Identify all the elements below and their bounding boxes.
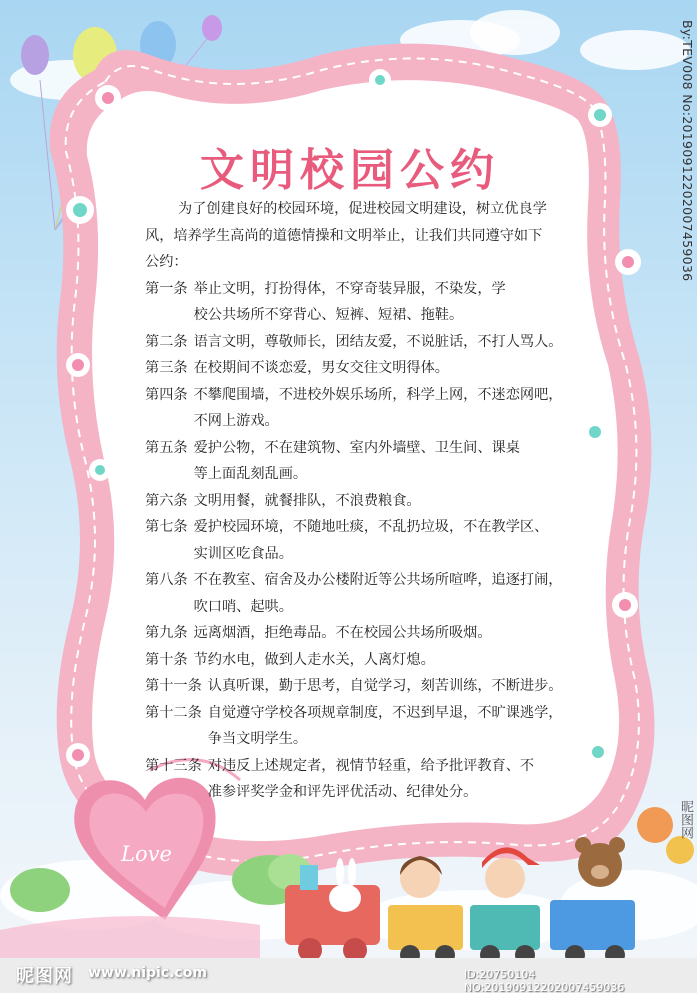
rule-number: 第四条 (145, 386, 188, 403)
intro-line: 风，培养学生高尚的道德情操和文明举止，让我们共同遵守如下 (145, 227, 543, 244)
rule-text (194, 488, 585, 515)
rule-text (194, 647, 585, 674)
rule-item (145, 355, 585, 382)
intro-line: 为了创建良好的校园环境，促进校园文明建设，树立优良学 (178, 201, 547, 217)
rule-line: 爱护校园环境，不随地吐痰，不乱扔垃圾，不在教学区、 (193, 519, 549, 535)
rule-line: 实训区吃食品。 (193, 545, 293, 562)
rule-item (145, 514, 585, 567)
rule-line: 不在教室、宿舍及办公楼附近等公共场所喧哗，追逐打闹， (193, 572, 563, 588)
watermark-url: www.nipic.com (88, 965, 207, 981)
rule-item (145, 753, 585, 806)
rule-line: 文明用餐，就餐排队，不浪费粮食。 (193, 492, 421, 509)
rule-line: 爱护公物，不在建筑物、室内外墙壁、卫生间、课桌 (193, 439, 520, 456)
rule-number: 第八条 (145, 572, 188, 588)
heart-label: Love (121, 842, 172, 866)
watermark-id: ID:20750104 NO:20190912202007459036 (464, 968, 625, 993)
intro-paragraph (145, 196, 585, 276)
rule-text (208, 700, 585, 753)
rule-text (194, 355, 585, 382)
rule-item (145, 329, 585, 356)
rule-number: 第五条 (145, 439, 188, 456)
rule-line: 语言文明，尊敬师长，团结友爱，不说脏话，不打人骂人。 (193, 333, 563, 350)
rule-item (145, 620, 585, 647)
rule-line: 自觉遵守学校各项规章制度，不迟到早退，不旷课逃学， (207, 704, 563, 721)
rule-line: 准参评奖学金和评先评优活动、纪律处分。 (207, 784, 478, 800)
rule-number: 第九条 (145, 625, 188, 641)
rule-line: 不攀爬围墙，不进校外娱乐场所，科学上网，不迷恋网吧， (193, 386, 563, 403)
rule-text (208, 673, 585, 700)
rule-number: 第二条 (145, 333, 188, 350)
rule-line: 节约水电，做到人走水关，人离灯熄。 (193, 651, 435, 668)
rule-line: 不网上游戏。 (193, 413, 279, 429)
intro-line: 公约： (145, 254, 188, 270)
rule-item (145, 673, 585, 700)
rule-text (194, 435, 585, 488)
rule-text (194, 329, 585, 356)
rule-line: 吹口哨、起哄。 (193, 598, 293, 615)
rule-item (145, 488, 585, 515)
watermark-logo: 昵图网 (16, 966, 73, 987)
rule-line: 校公共场所不穿背心、短裤、短裙、拖鞋。 (193, 307, 464, 323)
rule-line: 认真听课，勤于思考，自觉学习，刻苦训练，不断进步。 (207, 678, 563, 694)
rule-number: 第十条 (145, 651, 188, 668)
rule-item (145, 435, 585, 488)
convention-text (145, 196, 585, 806)
rules-list (145, 276, 585, 806)
rule-line: 在校期间不谈恋爱，男女交往文明得体。 (193, 360, 449, 376)
rule-item (145, 567, 585, 620)
rule-text (194, 382, 585, 435)
rule-line: 远离烟酒，拒绝毒品。不在校园公共场所吸烟。 (193, 625, 492, 641)
rule-text (208, 753, 585, 806)
rule-number: 第十二条 (145, 704, 202, 721)
rule-text (194, 276, 585, 329)
rule-line: 争当文明学生。 (207, 731, 308, 747)
rule-number: 第十三条 (145, 757, 202, 774)
rule-number: 第七条 (145, 519, 188, 535)
rule-text (194, 567, 585, 620)
rule-line: 等上面乱刻乱画。 (193, 466, 308, 482)
rule-number: 第一条 (145, 280, 188, 297)
side-logo: 昵图网 (678, 800, 693, 839)
rule-text (194, 514, 585, 567)
rule-number: 第三条 (145, 360, 188, 376)
rule-item (145, 382, 585, 435)
rule-item (145, 647, 585, 674)
ground-strip (0, 916, 260, 958)
rule-item (145, 700, 585, 753)
rule-item (145, 276, 585, 329)
page-title: 文明校园公约 (200, 145, 500, 196)
rule-number: 第六条 (145, 492, 188, 509)
side-code: By:TEV008 No:20190912202007459036 (680, 20, 695, 282)
rule-line: 对违反上述规定者，视情节轻重，给予批评教育、不 (207, 757, 535, 774)
rule-number: 第十一条 (145, 678, 202, 694)
rule-text (194, 620, 585, 647)
rule-line: 举止文明，打扮得体，不穿奇装异服，不染发，学 (193, 280, 506, 297)
